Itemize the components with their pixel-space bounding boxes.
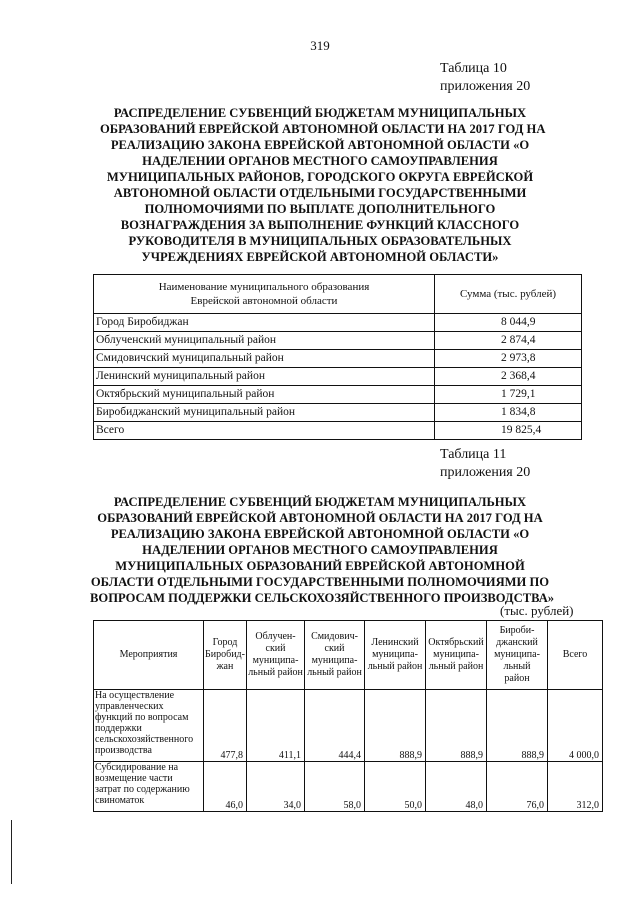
header-text: Еврейской автономной области xyxy=(190,295,338,307)
table11-heading xyxy=(90,494,555,606)
header-text: жан xyxy=(216,661,234,672)
row-value: 2 368,4 xyxy=(435,368,582,386)
page-number: 319 xyxy=(310,38,330,53)
row-label xyxy=(94,762,204,812)
table-header-row xyxy=(94,621,603,690)
header-text: льный район xyxy=(428,661,484,672)
table-row xyxy=(94,762,603,812)
heading-line: ВОЗНАГРАЖДЕНИЯ ЗА ВЫПОЛНЕНИЕ ФУНКЦИЙ КЛАССНОГО xyxy=(120,218,520,232)
row-value: 2 874,4 xyxy=(435,332,582,350)
label-line: производства xyxy=(95,745,152,756)
column-header-name xyxy=(94,275,435,314)
table11-reference xyxy=(440,446,530,482)
cell-value: 477,8 xyxy=(204,690,247,762)
table10 xyxy=(93,274,582,440)
cell-value: 411,1 xyxy=(247,690,305,762)
table11 xyxy=(93,620,603,812)
column-header-sum: Сумма (тыс. рублей) xyxy=(435,275,582,314)
row-name: Биробиджанский муниципальный район xyxy=(94,404,435,422)
row-value: 1 729,1 xyxy=(435,386,582,404)
header-text: муниципа- xyxy=(372,649,418,660)
table-row xyxy=(94,332,582,350)
header-text: муниципа- xyxy=(252,655,299,666)
heading-line: АВТОНОМНОЙ ОБЛАСТИ ОТДЕЛЬНЫМИ ГОСУДАРСТВЕННЫМИ xyxy=(113,186,527,200)
heading-line: МУНИЦИПАЛЬНЫХ РАЙОНОВ, ГОРОДСКОГО ОКРУГА ЕВРЕЙСКОЙ xyxy=(106,170,534,184)
header-text: Ленинский xyxy=(371,637,419,648)
row-name: Ленинский муниципальный район xyxy=(94,368,435,386)
heading-line: УЧРЕЖДЕНИЯХ ЕВРЕЙСКОЙ АВТОНОМНОЙ ОБЛАСТИ» xyxy=(141,250,499,264)
header-text: муниципа- xyxy=(494,649,540,660)
header-text: Биробид- xyxy=(205,649,245,660)
header-text: льный xyxy=(503,661,531,672)
scan-margin-line xyxy=(11,820,12,884)
table-row xyxy=(94,404,582,422)
column-header xyxy=(548,621,603,690)
row-value: 2 973,8 xyxy=(435,350,582,368)
table-row xyxy=(94,690,603,762)
header-text: Всего xyxy=(562,649,588,660)
header-text: Облучен- xyxy=(255,631,296,642)
table-row xyxy=(94,368,582,386)
header-text: льный район xyxy=(307,667,362,678)
table10-ref-line1: Таблица 10 xyxy=(440,61,507,76)
cell-value: 50,0 xyxy=(365,762,426,812)
header-text: Город xyxy=(212,637,238,648)
heading-line: ОБЛАСТИ ОТДЕЛЬНЫМИ ГОСУДАРСТВЕННЫМИ ПОЛНОМОЧИЯМИ ПО xyxy=(90,575,550,589)
table10-reference xyxy=(440,60,530,96)
row-name: Смидовичский муниципальный район xyxy=(94,350,435,368)
header-text: джанский xyxy=(496,637,538,648)
header-text: муниципа- xyxy=(311,655,358,666)
cell-value: 58,0 xyxy=(305,762,365,812)
heading-line: РЕАЛИЗАЦИЮ ЗАКОНА ЕВРЕЙСКОЙ АВТОНОМНОЙ ОБЛАСТИ «О xyxy=(110,138,530,152)
cell-value: 4 000,0 xyxy=(548,690,603,762)
column-header xyxy=(305,621,365,690)
cell-value: 888,9 xyxy=(365,690,426,762)
table-row-total xyxy=(94,422,582,440)
heading-line: ВОПРОСАМ ПОДДЕРЖКИ СЕЛЬСКОХОЗЯЙСТВЕННОГО ПРОИЗВОДСТВА» xyxy=(90,591,555,605)
header-text: льный район xyxy=(367,661,423,672)
heading-line: РЕАЛИЗАЦИЮ ЗАКОНА ЕВРЕЙСКОЙ АВТОНОМНОЙ ОБЛАСТИ «О xyxy=(110,527,530,541)
header-text: Наименование муниципального образования xyxy=(158,281,370,293)
row-value: 1 834,8 xyxy=(435,404,582,422)
table-row xyxy=(94,350,582,368)
row-label xyxy=(94,690,204,762)
column-header xyxy=(426,621,487,690)
heading-line: ПОЛНОМОЧИЯМИ ПО ВЫПЛАТЕ ДОПОЛНИТЕЛЬНОГО xyxy=(144,202,496,216)
header-text: район xyxy=(504,673,530,684)
column-header xyxy=(204,621,247,690)
header-text: ский xyxy=(265,643,286,654)
row-name: Облученский муниципальный район xyxy=(94,332,435,350)
cell-value: 76,0 xyxy=(487,762,548,812)
header-text: льный район xyxy=(248,667,303,678)
heading-line: МУНИЦИПАЛЬНЫХ ОБРАЗОВАНИЙ ЕВРЕЙСКОЙ АВТОНОМНОЙ xyxy=(115,559,525,573)
table10-ref-line2: приложения 20 xyxy=(440,79,531,94)
cell-value: 888,9 xyxy=(426,690,487,762)
label-line: функций по вопросам xyxy=(95,712,189,723)
cell-value: 48,0 xyxy=(426,762,487,812)
row-name: Город Биробиджан xyxy=(94,314,435,332)
cell-value: 312,0 xyxy=(548,762,603,812)
label-line: управленческих xyxy=(95,701,164,712)
unit-label: (тыс. рублей) xyxy=(500,603,574,618)
table11-ref-line1: Таблица 11 xyxy=(440,447,507,462)
column-header xyxy=(94,621,204,690)
heading-line: РУКОВОДИТЕЛЯ В МУНИЦИПАЛЬНЫХ ОБРАЗОВАТЕЛЬНЫХ xyxy=(128,234,512,248)
header-text: Смидович- xyxy=(311,631,358,642)
table10-heading xyxy=(100,105,546,265)
cell-value: 34,0 xyxy=(247,762,305,812)
row-name: Октябрьский муниципальный район xyxy=(94,386,435,404)
label-line: Субсидирование на xyxy=(95,762,179,773)
header-text: ский xyxy=(324,643,345,654)
heading-line: НАДЕЛЕНИИ ОРГАНОВ МЕСТНОГО САМОУПРАВЛЕНИЯ xyxy=(142,543,498,557)
heading-line: НАДЕЛЕНИИ ОРГАНОВ МЕСТНОГО САМОУПРАВЛЕНИЯ xyxy=(142,154,498,168)
row-name: Всего xyxy=(94,422,435,440)
label-line: поддержки xyxy=(95,723,142,734)
column-header xyxy=(487,621,548,690)
label-line: На осуществление xyxy=(95,690,175,701)
header-text: муниципа- xyxy=(433,649,479,660)
table-row xyxy=(94,314,582,332)
row-value: 19 825,4 xyxy=(435,422,582,440)
table-header-row xyxy=(94,275,582,314)
heading-line: РАСПРЕДЕЛЕНИЕ СУБВЕНЦИЙ БЮДЖЕТАМ МУНИЦИПАЛЬНЫХ xyxy=(113,106,527,120)
label-line: возмещение части xyxy=(95,773,173,784)
cell-value: 46,0 xyxy=(204,762,247,812)
header-text: Бироби- xyxy=(499,625,535,636)
column-header xyxy=(247,621,305,690)
header-text: Мероприятия xyxy=(119,649,178,660)
heading-line: РАСПРЕДЕЛЕНИЕ СУБВЕНЦИЙ БЮДЖЕТАМ МУНИЦИПАЛЬНЫХ xyxy=(113,495,527,509)
header-text: Октябрьский xyxy=(428,637,484,648)
label-line: свиноматок xyxy=(95,795,145,806)
label-line: затрат по содержанию xyxy=(95,784,190,795)
cell-value: 888,9 xyxy=(487,690,548,762)
heading-line: ОБРАЗОВАНИЙ ЕВРЕЙСКОЙ АВТОНОМНОЙ ОБЛАСТИ НА 2017 ГОД НА xyxy=(100,122,546,136)
heading-line: ОБРАЗОВАНИЙ ЕВРЕЙСКОЙ АВТОНОМНОЙ ОБЛАСТИ НА 2017 ГОД НА xyxy=(97,511,543,525)
table11-ref-line2: приложения 20 xyxy=(440,465,531,480)
table-row xyxy=(94,386,582,404)
label-line: сельскохозяйственного xyxy=(95,734,194,745)
row-value: 8 044,9 xyxy=(435,314,582,332)
cell-value: 444,4 xyxy=(305,690,365,762)
column-header xyxy=(365,621,426,690)
